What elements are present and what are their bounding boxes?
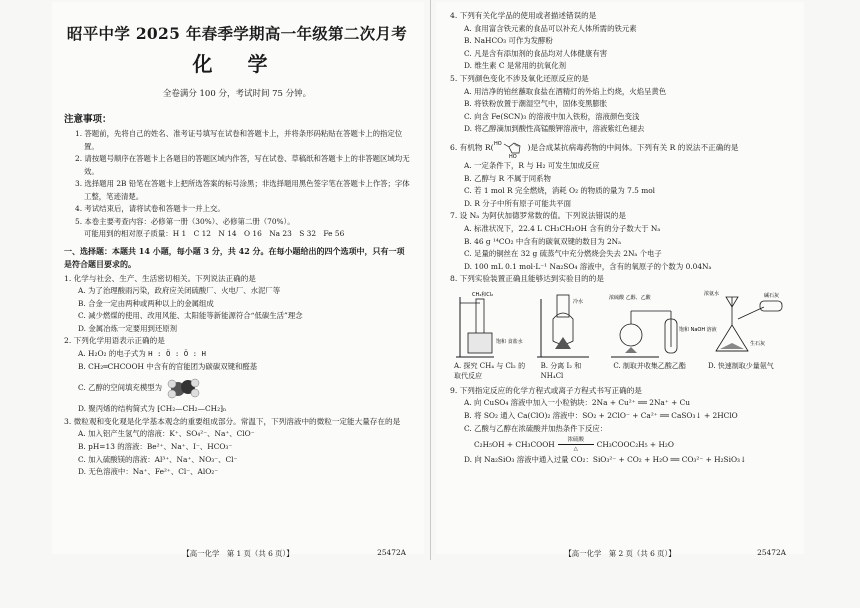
question-5-option-c: C. 向含 Fe(SCN)₃ 的溶液中加入铁粉，溶液颜色变浅 [464, 111, 640, 121]
page-1-code: 25472A [377, 548, 406, 557]
question-2-option-b: B. CH₂═CHCOOH 中含有的官能团为碳碳双键和醛基 [78, 361, 258, 371]
electron-formula: H : Ö : Ö : H [148, 349, 206, 359]
apparatus-a-gas-label: CH₄和Cl₂ [472, 291, 494, 298]
question-8-apparatus-figures [450, 289, 794, 359]
apparatus-c-reagent-label: 浓硫酸 乙醇、乙酸 [608, 294, 651, 301]
apparatus-c-collect-label: 饱和 NaOH 溶液 [678, 326, 717, 333]
question-7-option-b: B. 46 g ¹⁴CO₂ 中含有的碳氧双键的数目为 2Nₐ [464, 236, 621, 246]
question-1-stem: 1. 化学与社会、生产、生活密切相关。下列说法正确的是 [64, 273, 256, 283]
question-9-option-c-equation [450, 437, 794, 452]
question-1-option-d: D. 金属冶炼一定要用到还原剂 [78, 323, 178, 333]
score-note: 全卷满分 100 分，考试时间 75 分钟。 [162, 89, 312, 99]
note-item: 1. 答题前，先将自己的姓名、准考证号填写在试卷和答题卡上，并将条形码粘贴在答题卡上的指定位置。 [75, 129, 403, 151]
question-8-stem: 8. 下列实验装置正确且能够达到实验目的的是 [450, 274, 604, 284]
subject-title: 化 学 [192, 52, 282, 76]
apparatus-d-funnel-label: 浓氨水 [703, 290, 719, 297]
page-2-code: 25472A [757, 548, 786, 557]
question-6-stem-end: )是合成某抗病毒药物的中间体。下列有关 R 的说法不正确的是 [527, 142, 739, 152]
exam-title: 昭平中学 2025 年春季学期高一年级第二次月考 [66, 24, 408, 43]
question-7-option-d: D. 100 mL 0.1 mol·L⁻¹ Na₂SO₄ 溶液中，含有的氧原子的个数为 0.04Nₐ [464, 261, 712, 271]
apparatus-b-figure [533, 289, 603, 359]
question-2-option-c [64, 377, 410, 399]
question-7-option-a: A. 标准状况下，22.4 L CH₃CH₂OH 含有的分子数大于 Nₐ [464, 223, 661, 233]
question-6-option-a: A. 一定条件下，R 与 H₂ 可发生加成反应 [464, 160, 600, 170]
note-item: 3. 选择题用 2B 铅笔在答题卡上把所选答案的标号涂黑；非选择题用黑色签字笔在答题卡上作答；字体工整，笔迹清楚。 [75, 179, 410, 201]
question-3-option-d: D. 无色溶液中：Na⁺、Fe²⁺、Cl⁻、AlO₂⁻ [78, 467, 219, 477]
svg-text:HO: HO [493, 140, 502, 147]
question-2-stem: 2. 下列化学用语表示正确的是 [64, 336, 165, 346]
question-4-option-c: C. 凡是含有添加剂的食品均对人体健康有害 [464, 48, 608, 58]
question-5-option-a: A. 用洁净的铂丝蘸取食盐在酒精灯的外焰上灼烧，火焰呈黄色 [464, 86, 667, 96]
question-6-option-c: C. 若 1 mol R 完全燃烧，消耗 O₂ 的物质的量为 7.5 mol [464, 186, 656, 196]
question-4-option-a: A. 食用富含铁元素的食品可以补充人体所需的铁元素 [464, 23, 637, 33]
question-3-option-c: C. 加入硫酸镁的溶液：Al³⁺、Na⁺、NO₃⁻、Cl⁻ [78, 454, 238, 464]
arrow-bar [558, 444, 594, 445]
reaction-condition-arrow [558, 437, 594, 452]
equation-left: C₂H₅OH + CH₃COOH [474, 440, 555, 450]
question-2-option-d: D. 聚丙烯的结构简式为 ⁅CH₂—CH₂—CH₂⁆ₙ [78, 404, 227, 414]
question-6-stem-start: 6. 有机物 R( [450, 142, 494, 152]
question-6-option-b: B. 乙醇与 R 不属于同系物 [464, 173, 551, 183]
question-9-option-a: A. 向 CuSO₄ 溶液中加入一小粒钠块：2Na + Cu²⁺ ══ 2Na⁺ + Cu [464, 398, 691, 408]
organic-structure-r-icon [494, 138, 528, 158]
question-2-option-a-label: A. H₂O₂ 的电子式为 [78, 349, 146, 359]
question-9-stem: 9. 下列指定反应的化学方程式或离子方程式书写正确的是 [450, 385, 642, 395]
exam-page-2 [436, 2, 804, 558]
question-5-option-b: B. 将铁粉放置于潮湿空气中，固体变黑膨胀 [464, 99, 608, 109]
condition-top: 浓硫酸 [567, 437, 584, 444]
question-4-stem: 4. 下列有关化学品的使用或者描述错误的是 [450, 11, 597, 20]
question-7-stem: 7. 设 Nₐ 为阿伏加德罗常数的值。下列说法错误的是 [450, 211, 626, 221]
question-3-option-a: A. 加入铝产生氢气的溶液：K⁺、SO₄²⁻、Na⁺、ClO⁻ [78, 429, 255, 439]
question-2-option-c-label: C. 乙醇的空间填充模型为 [78, 382, 162, 392]
svg-text:HO: HO [508, 153, 517, 160]
question-9-option-b: B. 将 SO₂ 通入 Ca(ClO)₂ 溶液中：SO₂ + 2ClO⁻ + Ca²⁺ ══ CaSO₃↓ + 2HClO [464, 411, 738, 421]
note-item: 2. 请按题号顺序在答题卡上各题目的答题区域内作答，写在试卷、草稿纸和答题卡上的非答题区域均无效。 [75, 154, 410, 176]
question-8-caption-c: C. 制取并收集乙酸乙酯 [613, 361, 686, 370]
equation-right: CH₃COOC₂H₅ + H₂O [596, 440, 674, 450]
apparatus-b-water-label: 冷水 [573, 298, 584, 305]
exam-page-1 [52, 2, 424, 558]
space-filling-model-icon [166, 377, 202, 399]
question-3-stem: 3. 微粒观和变化观是化学基本观念的重要组成部分。常温下，下列溶液中的微粒一定能大量存在的是 [64, 416, 401, 426]
part1-heading: 一、选择题：本题共 14 小题，每小题 3 分，共 42 分。在每小题给出的四个选项中，只有一项是符合题目要求的。 [64, 245, 405, 269]
question-6-stem [450, 138, 794, 158]
apparatus-a-liquid-label: 饱和 食盐水 [496, 338, 523, 345]
note-item: 5. 本卷主要考查内容：必修第一册（30%）、必修第二册（70%）。 [75, 216, 295, 226]
question-7-option-c: C. 足量的铜丝在 32 g 硫蒸气中充分燃烧会失去 2Nₐ 个电子 [464, 249, 662, 259]
question-4-option-b: B. NaHCO₃ 可作为发酵粉 [464, 36, 553, 46]
question-2-option-a [64, 348, 410, 361]
apparatus-d-figure [702, 289, 794, 359]
question-9-option-d: D. 向 Na₂SiO₃ 溶液中通入过量 CO₂：SiO₃²⁻ + CO₂ + H₂O ══ CO₃²⁻ + H₂SiO₃↓ [464, 455, 747, 465]
question-5-option-d: D. 将乙醇滴加到酸性高锰酸钾溶液中，溶液紫红色褪去 [464, 124, 645, 134]
page-2-footer-label: 【高一化学 第 2 页（共 6 页）】 [564, 549, 676, 558]
page-fold-divider [430, 0, 431, 560]
question-1-option-a: A. 为了治理酸雨污染，政府应关闭硫酸厂、火电厂、水泥厂等 [78, 286, 281, 296]
question-8-caption-b: B. 分离 I₂ 和 NH₄Cl [540, 361, 582, 380]
question-1-option-b: B. 合金一定由两种或两种以上的金属组成 [78, 298, 214, 308]
question-8-captions [450, 361, 794, 381]
question-5-stem: 5. 下列颜色变化不涉及氧化还原反应的是 [450, 73, 589, 83]
question-9-option-c: C. 乙酸与乙醇在浓硫酸并加热条件下反应： [464, 423, 608, 433]
apparatus-a-figure [450, 289, 528, 359]
atomic-masses: 可能用到的相对原子质量：H 1 C 12 N 14 O 16 Na 23 S 32 Fe 56 [84, 229, 345, 238]
question-3-option-b: B. pH=13 的溶液：Be²⁺、Na⁺、I⁻、HCO₃⁻ [78, 442, 233, 452]
question-6-option-d: D. R 分子中所有原子可能共平面 [464, 198, 571, 208]
question-8-caption-a: A. 探究 CH₄ 与 Cl₂ 的取代反应 [454, 361, 526, 380]
note-item: 4. 考试结束后，请将试卷和答题卡一并上交。 [75, 204, 225, 213]
condition-bottom: △ [573, 446, 578, 453]
apparatus-d-solid-label: 生石灰 [749, 340, 765, 347]
question-1-option-c: C. 减少燃煤的使用、改用风能、太阳能等新能源符合“低碳生活”理念 [78, 311, 303, 321]
question-4-option-d: D. 维生素 C 是常用的抗氧化剂 [464, 61, 567, 71]
notes-heading: 注意事项： [64, 114, 112, 125]
question-8-caption-d: D. 快速制取少量氨气 [707, 361, 774, 370]
page-1-footer-label: 【高一化学 第 1 页（共 6 页）】 [182, 549, 294, 558]
apparatus-d-lime-label: 碱石灰 [763, 292, 779, 299]
